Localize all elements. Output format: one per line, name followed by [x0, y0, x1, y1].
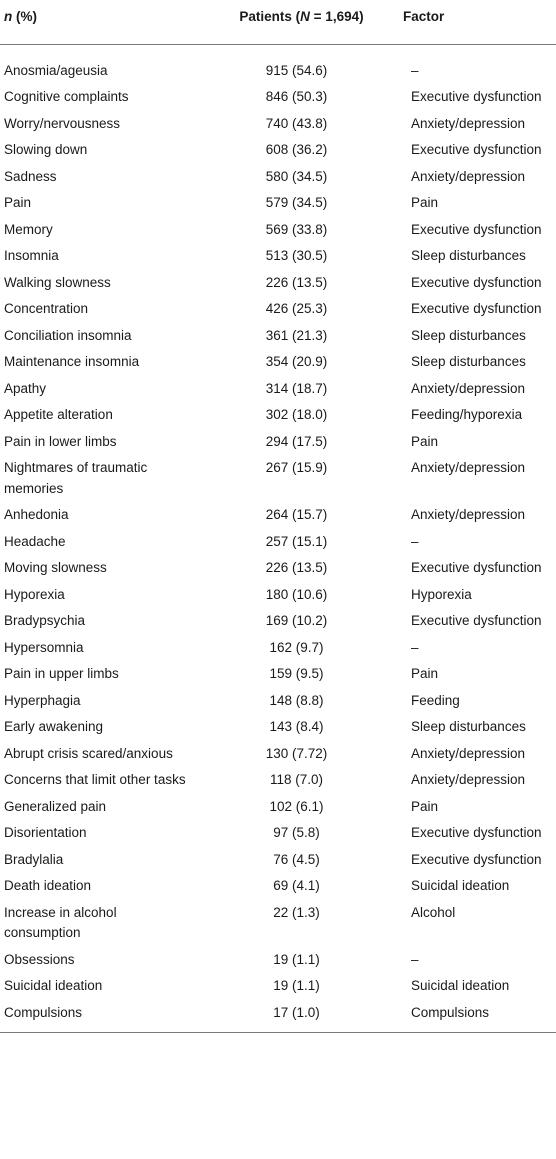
table-row	[0, 240, 556, 267]
table-row	[0, 134, 556, 161]
symptom-cell: Generalized pain	[4, 798, 107, 814]
symptom-cell: Bradypsychia	[4, 613, 86, 628]
factor-cell: Pain	[411, 433, 439, 449]
factor-cell: Pain	[411, 195, 439, 210]
factor-cell: Anxiety/depression	[411, 115, 526, 131]
symptom-cell: Disorientation	[4, 825, 87, 840]
table-row	[0, 214, 556, 241]
table-row	[0, 997, 556, 1033]
symptom-cell: Pain in lower limbs	[4, 433, 117, 449]
symptom-cell: Walking slowness	[4, 274, 111, 290]
symptom-cell: Concentration	[4, 301, 89, 316]
table-row	[0, 844, 556, 871]
symptom-cell: Insomnia	[4, 248, 59, 263]
header-patients-italic: N	[300, 9, 310, 24]
factor-cell: Compulsions	[399, 997, 556, 1033]
symptom-cell: Worry/nervousness	[4, 115, 121, 131]
table-row	[0, 579, 556, 606]
factor-cell: Executive dysfunction	[411, 301, 542, 316]
symptom-cell: Obsessions	[4, 951, 75, 967]
factor-cell: Sleep disturbances	[411, 327, 526, 343]
table-row	[0, 791, 556, 818]
patients-cell: 915 (54.6)	[265, 62, 328, 78]
symptom-cell: Memory	[4, 221, 53, 237]
symptom-cell: Maintenance insomnia	[4, 354, 140, 369]
patients-cell: 180 (10.6)	[265, 586, 328, 602]
factor-cell: Sleep disturbances	[411, 354, 526, 369]
patients-cell: 159 (9.5)	[269, 666, 324, 681]
table-row	[0, 399, 556, 426]
header-patients	[194, 0, 399, 44]
factor-cell: Alcohol	[411, 904, 456, 920]
table-row	[0, 817, 556, 844]
header-patients-pre: Patients (	[239, 9, 301, 24]
table-row	[0, 44, 556, 81]
patients-cell: 143 (8.4)	[269, 719, 324, 734]
patients-cell: 513 (30.5)	[265, 248, 328, 263]
table-row	[0, 944, 556, 971]
symptom-cell: Pain	[4, 195, 32, 210]
symptom-cell: Sadness	[4, 168, 57, 184]
header-n-rest: (%)	[12, 9, 37, 24]
factor-cell: Executive dysfunction	[411, 89, 542, 104]
patients-cell: 257 (15.1)	[265, 533, 328, 549]
symptom-cell: Increase in alcohol consumption	[4, 904, 117, 940]
symptom-cell: Concerns that limit other tasks	[4, 772, 186, 787]
factor-cell: Hyporexia	[411, 586, 472, 602]
factor-cell: Suicidal ideation	[411, 978, 510, 993]
patients-cell: 97 (5.8)	[273, 825, 320, 840]
symptom-cell: Suicidal ideation	[4, 978, 103, 993]
factor-cell: –	[411, 533, 419, 549]
symptom-cell: Slowing down	[4, 142, 88, 157]
table-row	[0, 267, 556, 294]
symptom-cell: Conciliation insomnia	[4, 327, 132, 343]
symptom-cell: Pain in upper limbs	[4, 666, 119, 681]
table-row	[0, 552, 556, 579]
table-row	[0, 373, 556, 400]
patients-cell: 130 (7.72)	[265, 745, 328, 761]
symptom-cell: Hyporexia	[4, 586, 65, 602]
symptom-cell: Apathy	[4, 380, 47, 396]
patients-cell: 264 (15.7)	[265, 507, 328, 522]
header-n-percent	[0, 0, 194, 44]
table-row	[0, 426, 556, 453]
patients-cell: 22 (1.3)	[273, 904, 320, 920]
table-header	[0, 0, 556, 44]
factor-cell: Anxiety/depression	[411, 168, 526, 184]
patients-cell: 169 (10.2)	[265, 613, 328, 628]
table-row	[0, 970, 556, 997]
factor-cell: Executive dysfunction	[411, 221, 542, 237]
factor-cell: Feeding	[411, 692, 460, 708]
factor-cell: Anxiety/depression	[411, 772, 526, 787]
patients-cell: 226 (13.5)	[265, 560, 328, 575]
symptom-cell: Moving slowness	[4, 560, 107, 575]
factor-cell: –	[411, 951, 419, 967]
factor-cell: –	[411, 62, 419, 78]
patients-cell: 148 (8.8)	[269, 692, 324, 708]
table-row	[0, 293, 556, 320]
table-row	[0, 738, 556, 765]
patients-cell: 118 (7.0)	[269, 772, 324, 787]
table-row	[0, 658, 556, 685]
factor-cell: Executive dysfunction	[411, 613, 542, 628]
patients-cell: 846 (50.3)	[265, 89, 328, 104]
patients-cell: 426 (25.3)	[265, 301, 328, 316]
factor-cell: Anxiety/depression	[411, 460, 526, 475]
header-n-italic: n	[4, 9, 13, 24]
table-row	[0, 346, 556, 373]
header-patients-post: = 1,694)	[309, 9, 364, 24]
table-row	[0, 187, 556, 214]
table-row	[0, 897, 556, 944]
patients-cell: 294 (17.5)	[265, 433, 328, 449]
factor-cell: Feeding/hyporexia	[411, 407, 523, 422]
patients-cell: 267 (15.9)	[265, 460, 328, 475]
factor-cell: Executive dysfunction	[411, 274, 542, 290]
table-row	[0, 605, 556, 632]
symptom-cell: Nightmares of traumatic memories	[4, 460, 148, 496]
patients-cell: 226 (13.5)	[265, 274, 328, 290]
symptom-cell: Cognitive complaints	[4, 89, 129, 104]
symptom-cell: Abrupt crisis scared/anxious	[4, 745, 173, 761]
table-row	[0, 320, 556, 347]
patients-cell: 76 (4.5)	[273, 851, 320, 867]
table-row	[0, 711, 556, 738]
patients-cell: 608 (36.2)	[265, 142, 328, 157]
symptom-cell: Anhedonia	[4, 507, 69, 522]
patients-cell: 17 (1.0)	[194, 997, 399, 1033]
factor-cell: –	[411, 639, 419, 655]
symptom-cell: Death ideation	[4, 878, 92, 893]
symptom-cell: Anosmia/ageusia	[4, 62, 108, 78]
patients-cell: 361 (21.3)	[265, 327, 328, 343]
table-row	[0, 526, 556, 553]
patients-cell: 569 (33.8)	[265, 221, 328, 237]
table-row	[0, 161, 556, 188]
symptom-cell: Headache	[4, 533, 66, 549]
table-body	[0, 44, 556, 1033]
symptom-cell: Hyperphagia	[4, 692, 81, 708]
table-row	[0, 81, 556, 108]
factor-cell: Anxiety/depression	[411, 380, 526, 396]
factor-cell: Executive dysfunction	[411, 825, 542, 840]
table-row	[0, 764, 556, 791]
factor-cell: Suicidal ideation	[411, 878, 510, 893]
symptom-cell: Early awakening	[4, 719, 104, 734]
header-row	[0, 0, 556, 44]
symptom-cell: Appetite alteration	[4, 407, 113, 422]
factor-cell: Sleep disturbances	[411, 719, 526, 734]
patients-cell: 579 (34.5)	[265, 195, 328, 210]
factor-cell: Pain	[411, 798, 439, 814]
factor-cell: Executive dysfunction	[411, 142, 542, 157]
patients-cell: 19 (1.1)	[273, 951, 320, 967]
table-row	[0, 870, 556, 897]
factor-cell: Executive dysfunction	[411, 560, 542, 575]
patients-cell: 162 (9.7)	[269, 639, 324, 655]
factor-cell: Executive dysfunction	[411, 851, 542, 867]
table-row	[0, 632, 556, 659]
patients-cell: 314 (18.7)	[265, 380, 328, 396]
patients-cell: 69 (4.1)	[273, 878, 320, 893]
factor-cell: Sleep disturbances	[411, 248, 526, 263]
table-row	[0, 108, 556, 135]
patients-cell: 580 (34.5)	[265, 168, 328, 184]
symptom-cell: Bradylalia	[4, 851, 64, 867]
factor-cell: Anxiety/depression	[411, 745, 526, 761]
table-row	[0, 452, 556, 499]
patients-cell: 354 (20.9)	[265, 354, 328, 369]
header-factor: Factor	[399, 0, 556, 44]
factor-cell: Anxiety/depression	[411, 507, 526, 522]
patients-cell: 740 (43.8)	[265, 115, 328, 131]
symptom-cell: Hypersomnia	[4, 639, 84, 655]
symptom-cell: Compulsions	[0, 997, 194, 1033]
patients-cell: 302 (18.0)	[265, 407, 328, 422]
patients-cell: 19 (1.1)	[273, 978, 320, 993]
patients-cell: 102 (6.1)	[269, 798, 324, 814]
table-row	[0, 499, 556, 526]
table-row	[0, 685, 556, 712]
factor-cell: Pain	[411, 666, 439, 681]
